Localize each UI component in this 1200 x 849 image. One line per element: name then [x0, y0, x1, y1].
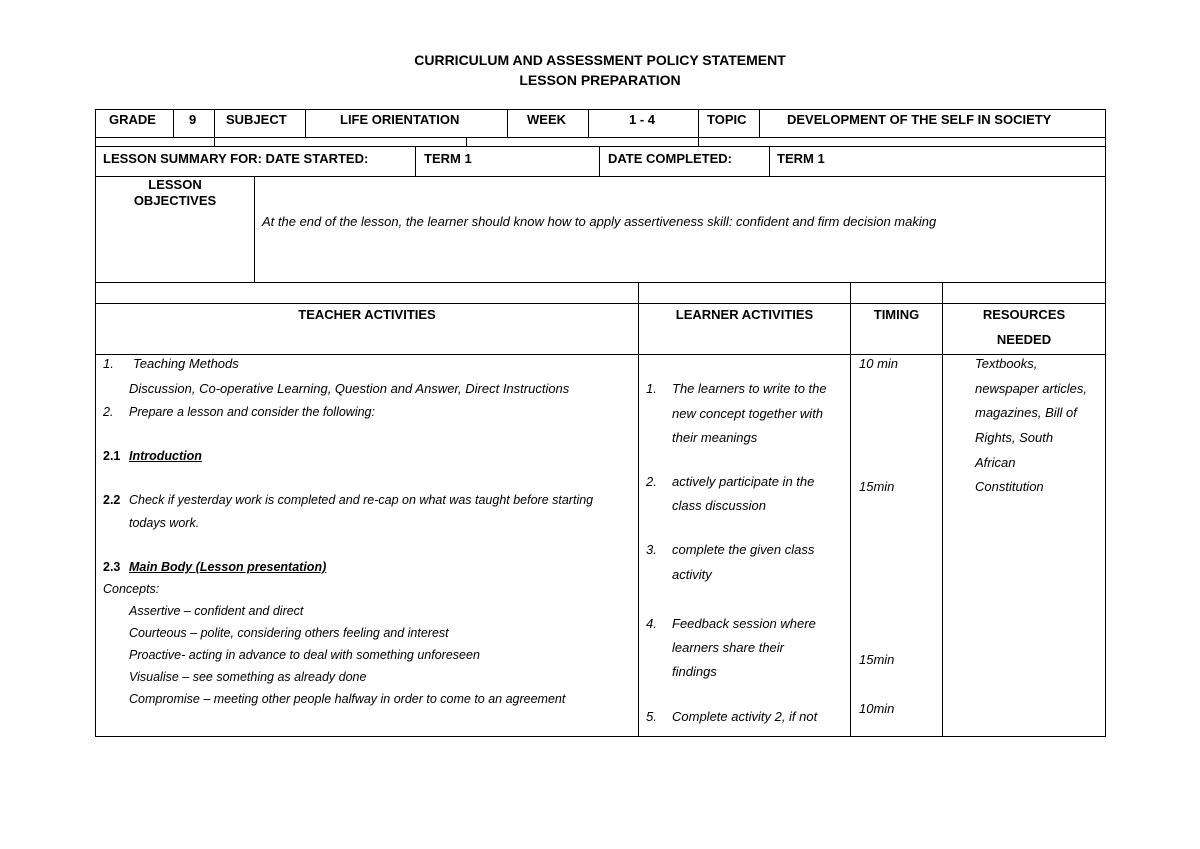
learner-item-line: Complete activity 2, if not	[672, 709, 818, 724]
learner-item-number: 1.	[646, 381, 657, 396]
resource-line: magazines, Bill of	[975, 405, 1077, 420]
grade-label: GRADE	[109, 112, 156, 127]
section-2-2-number: 2.2	[103, 493, 121, 507]
learner-item-number: 4.	[646, 616, 657, 631]
date-completed-label: DATE COMPLETED:	[608, 151, 732, 166]
concepts-label: Concepts:	[103, 582, 160, 596]
concept-item: Compromise – meeting other people halfway in order to come to an agreement	[129, 692, 566, 706]
grade-value: 9	[189, 112, 197, 127]
resource-line: Rights, South	[975, 430, 1054, 445]
resource-line: Textbooks,	[975, 356, 1038, 371]
section-2-3-title: Main Body (Lesson presentation)	[129, 560, 327, 574]
section-2-1-number: 2.1	[103, 449, 121, 463]
date-completed-value: TERM 1	[777, 151, 825, 166]
section-2-2-line1: Check if yesterday work is completed and re-cap on what was taught before starting	[129, 493, 594, 507]
objectives-label-line2: OBJECTIVES	[133, 193, 217, 208]
learner-item-line: class discussion	[672, 498, 766, 513]
resources-header-line1: RESOURCES	[982, 307, 1066, 322]
resource-line: African	[975, 455, 1016, 470]
document-title: CURRICULUM AND ASSESSMENT POLICY STATEMENT	[414, 52, 786, 68]
item1-detail: Discussion, Co-operative Learning, Question and Answer, Direct Instructions	[129, 381, 570, 396]
learner-item-number: 5.	[646, 709, 657, 724]
learner-item-number: 2.	[646, 474, 657, 489]
learner-item-line: actively participate in the	[672, 474, 815, 489]
concept-item: Visualise – see something as already done	[129, 670, 367, 684]
concept-item: Courteous – polite, considering others feeling and interest	[129, 626, 449, 640]
timing-header: TIMING	[873, 307, 920, 322]
resource-line: newspaper articles,	[975, 381, 1087, 396]
resource-line: Constitution	[975, 479, 1044, 494]
item1-title: Teaching Methods	[133, 356, 239, 371]
topic-value: DEVELOPMENT OF THE SELF IN SOCIETY	[787, 112, 1052, 127]
topic-label: TOPIC	[707, 112, 747, 127]
section-2-1-title: Introduction	[129, 449, 202, 463]
learner-item-line: their meanings	[672, 430, 758, 445]
objectives-text: At the end of the lesson, the learner should know how to apply assertiveness skill: confident and firm decision making	[262, 214, 937, 229]
timing-value: 15min	[859, 479, 895, 494]
learner-item-line: activity	[672, 567, 712, 582]
item2-number: 2.	[103, 405, 114, 419]
document-subtitle: LESSON PREPARATION	[519, 72, 681, 88]
subject-value: LIFE ORIENTATION	[340, 112, 460, 127]
learner-item-line: learners share their	[672, 640, 784, 655]
learner-item-line: new concept together with	[672, 406, 824, 421]
week-label: WEEK	[527, 112, 566, 127]
learner-item-line: Feedback session where	[672, 616, 816, 631]
subject-label: SUBJECT	[226, 112, 287, 127]
timing-value: 10min	[859, 701, 895, 716]
concept-item: Proactive- acting in advance to deal with something unforeseen	[129, 648, 480, 662]
objectives-label-line1: LESSON	[148, 177, 202, 192]
concept-item: Assertive – confident and direct	[129, 604, 304, 618]
learner-item-number: 3.	[646, 542, 657, 557]
learner-activities-header: LEARNER ACTIVITIES	[675, 307, 814, 322]
date-started-value: TERM 1	[424, 151, 472, 166]
section-2-2-line2: todays work.	[129, 516, 200, 530]
learner-item-line: complete the given class	[672, 542, 815, 557]
item2-text: Prepare a lesson and consider the following:	[129, 405, 375, 419]
resources-header-line2: NEEDED	[996, 332, 1052, 347]
week-value: 1 - 4	[629, 112, 656, 127]
summary-label: LESSON SUMMARY FOR: DATE STARTED:	[103, 151, 369, 166]
learner-item-line: The learners to write to the	[672, 381, 827, 396]
teacher-activities-header: TEACHER ACTIVITIES	[298, 307, 436, 322]
timing-value: 10 min	[859, 356, 899, 371]
learner-item-line: findings	[672, 664, 717, 679]
section-2-3-number: 2.3	[103, 560, 121, 574]
item1-number: 1.	[103, 356, 114, 371]
timing-value: 15min	[859, 652, 895, 667]
